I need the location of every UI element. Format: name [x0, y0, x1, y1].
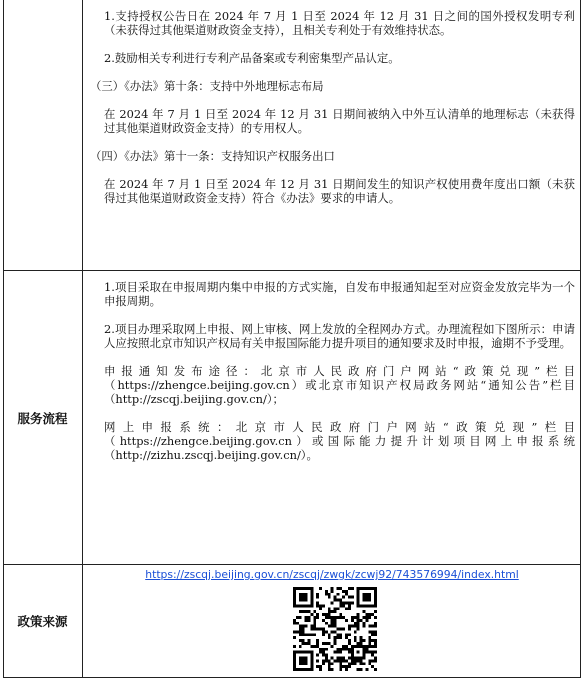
row-label-policy-source: 政策来源	[17, 614, 68, 629]
condition-paragraph-3: 在 2024 年 7 月 1 日至 2024 年 12 月 31 日期间被纳入中外互认清单的地理标志（未获得过其他渠道财政资金支持）的专用权人。	[104, 107, 575, 135]
table-row-conditions	[3, 0, 581, 270]
condition-paragraph-1: 1.支持授权公告日在 2024 年 7 月 1 日至 2024 年 12 月 31 日之间的国外授权发明专利（未获得过其他渠道财政资金支持），且相关专利处于有效维持状态。	[104, 9, 575, 37]
condition-paragraph-4: 在 2024 年 7 月 1 日至 2024 年 12 月 31 日期间发生的知识产权使用费年度出口额（未获得过其他渠道财政资金支持）符合《办法》要求的申请人。	[104, 177, 575, 205]
section-heading-4: （四）《办法》第十一条：支持知识产权服务出口	[90, 149, 335, 163]
process-paragraph-1: 1.项目采取在申报周期内集中申报的方式实施，自发布申报通知起至对应资金发放完毕为一个申报周期。	[104, 280, 575, 308]
policy-table	[3, 0, 581, 678]
conditions-content	[83, 0, 581, 270]
table-border-bottom	[3, 677, 581, 678]
condition-paragraph-2: 2.鼓励相关专利进行专利产品备案或专利密集型产品认定。	[104, 51, 400, 65]
policy-source-link[interactable]: https://zscqj.beijing.gov.cn/zscqj/zwgk/zcwj92/743576994/index.html	[145, 568, 519, 581]
table-row-policy-source	[3, 565, 581, 677]
service-process-content	[83, 271, 581, 564]
policy-source-content	[83, 565, 581, 677]
row-label-service-process: 服务流程	[17, 410, 68, 426]
process-paragraph-4: 网上申报系统：北京市人民政府门户网站“政策兑现”栏目（https://zhengce.beijing.gov.cn）或国际能力提升计划项目网上申报系统（http://zizhu.zscqj.beijing.gov.cn/）。	[104, 420, 575, 462]
qr-code-icon	[293, 587, 377, 671]
process-paragraph-2: 2.项目办理采取网上申报、网上审核、网上发放的全程网办方式。办理流程如下图所示：申请人应按照北京市知识产权局有关申报国际能力提升项目的通知要求及时申报，逾期不予受理。	[104, 322, 575, 350]
row-label-empty	[3, 0, 82, 270]
process-paragraph-3: 申报通知发布途径：北京市人民政府门户网站“政策兑现”栏目（https://zhengce.beijing.gov.cn）或北京市知识产权局政务网站“通知公告”栏目（http://zscqj.beijing.gov.cn/）；	[104, 364, 575, 406]
section-heading-3: （三）《办法》第十条：支持中外地理标志布局	[90, 79, 324, 93]
table-row-service-process	[3, 271, 581, 564]
